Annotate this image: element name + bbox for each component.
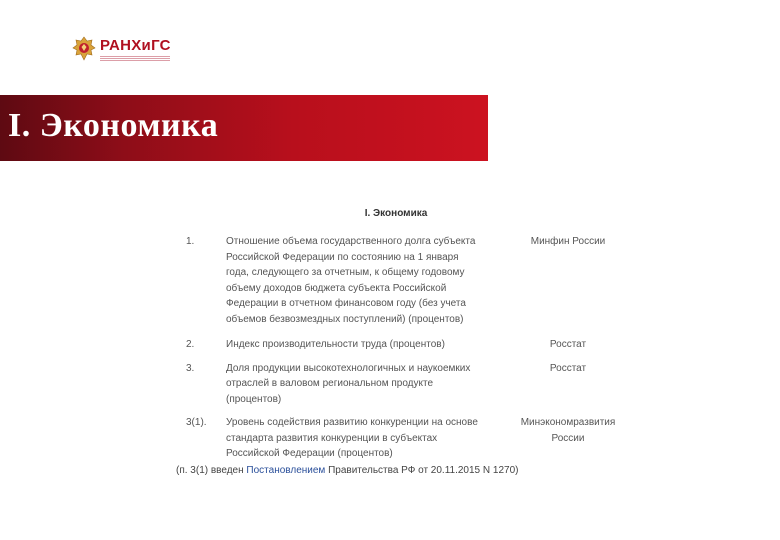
- responsible-agency: Минэкономразвития России: [520, 417, 616, 444]
- table-row: [178, 337, 628, 361]
- table-row: [178, 230, 628, 337]
- row-number: 3.: [186, 362, 195, 374]
- document-heading: I. Экономика: [364, 208, 428, 219]
- responsible-agency: Минфин России: [530, 236, 606, 247]
- row-number: 1.: [186, 236, 195, 247]
- indicator-text: Отношение объема государственного долга субъекта Российской Федерации по состоянию на 1 января года, следующего за отчетным, к общему годовому объему доходов бюджета субъекта Российской Федерации в отчетном финансовом году (без учета объемов безвозмездных поступлений) (процентов): [226, 236, 476, 325]
- table-row: [178, 361, 628, 416]
- indicator-text: Индекс производительности труда (процентов): [226, 339, 445, 350]
- amendment-footnote: (п. 3(1) введен Постановлением Правительства РФ от 20.11.2015 N 1270): [176, 465, 519, 476]
- indicator-text: Доля продукции высокотехнологичных и наукоемких отраслей в валовом региональном продукте (процентов): [226, 362, 471, 405]
- row-number: 2.: [186, 339, 195, 350]
- logo-text: [100, 38, 171, 61]
- eagle-emblem-icon: [72, 35, 96, 63]
- row-number: 3(1).: [186, 417, 207, 428]
- table-row: [178, 415, 628, 462]
- indicator-text: Уровень содействия развитию конкуренции на основе стандарта развития конкуренции в субъектах Российской Федерации (процентов): [226, 417, 478, 459]
- responsible-agency: Росстат: [549, 362, 587, 374]
- slide-title: I. Экономика: [8, 107, 219, 144]
- responsible-agency: Росстат: [549, 339, 587, 350]
- logo-subtitle-lines: [100, 56, 171, 61]
- decree-link[interactable]: Постановлением: [246, 465, 326, 476]
- ranepa-logo: [72, 34, 171, 64]
- logo-name: РАНХиГС: [100, 36, 171, 54]
- indicators-table: [178, 230, 628, 462]
